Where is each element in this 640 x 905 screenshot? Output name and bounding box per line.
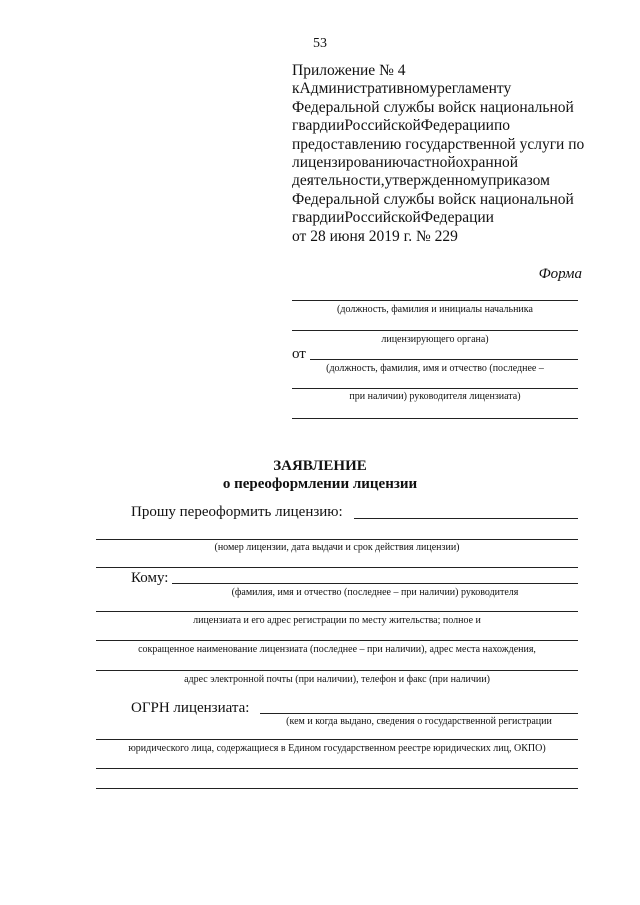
to-line-1[interactable]	[172, 583, 578, 584]
ogrn-label: ОГРН лицензиата:	[131, 700, 250, 716]
annex-word: Федерации	[420, 117, 494, 135]
ogrn-line-2[interactable]	[96, 739, 578, 740]
addressee-caption-1: (должность, фамилия и инициалы начальника	[337, 304, 533, 315]
annex-word: охранной	[455, 153, 519, 171]
annex-line	[292, 117, 582, 135]
document-title: ЗАЯВЛЕНИЕ	[273, 458, 367, 474]
to-line-4[interactable]	[96, 670, 578, 671]
annex-line	[292, 62, 582, 80]
annex-word: частной	[403, 153, 456, 171]
request-label: Прошу переоформить лицензию:	[131, 504, 343, 520]
annex-word: Российской	[344, 117, 421, 135]
to-label: Кому:	[131, 570, 169, 586]
from-line[interactable]	[310, 359, 578, 360]
addressee-caption-2: лицензирующего органа)	[381, 334, 489, 345]
ogrn-line-1[interactable]	[260, 713, 578, 714]
to-caption-2: лицензиата и его адрес регистрации по месту жительства; полное и	[193, 615, 481, 626]
annex-word: Федеральной службы войск национальной	[292, 98, 574, 116]
annex-word: деятельности,	[292, 172, 385, 190]
addressee-line-3[interactable]	[292, 388, 578, 389]
annex-line	[292, 228, 582, 246]
annex-word: Административному	[299, 80, 438, 98]
ogrn-line-4[interactable]	[96, 788, 578, 789]
annex-word: по	[493, 117, 511, 135]
annex-word: от 28 июня 2019 г. № 229	[292, 227, 458, 245]
annex-line	[292, 99, 582, 117]
license-line-3[interactable]	[96, 567, 578, 568]
annex-word: гвардии	[292, 209, 345, 227]
license-caption: (номер лицензии, дата выдачи и срок действия лицензии)	[214, 542, 460, 553]
annex-word: Российской	[344, 209, 421, 227]
to-caption-1: (фамилия, имя и отчество (последнее – при наличии) руководителя	[231, 587, 519, 598]
annex-word: Приложение № 4	[292, 62, 406, 79]
annex-line	[292, 135, 585, 154]
page-number: 53	[313, 36, 327, 51]
form-label: Форма	[538, 266, 582, 282]
annex-word: Федерации	[420, 209, 494, 227]
annex-word: к	[292, 80, 300, 98]
ogrn-caption-1: (кем и когда выдано, сведения о государственной регистрации	[286, 716, 552, 727]
ogrn-line-3[interactable]	[96, 768, 578, 769]
annex-line	[292, 154, 582, 172]
annex-line	[292, 209, 582, 227]
annex-word: предоставлению государственной услуги по	[292, 135, 585, 153]
to-line-2[interactable]	[96, 611, 578, 612]
annex-word: Федеральной службы войск национальной	[292, 190, 574, 208]
annex-word: утвержденному	[384, 172, 489, 190]
document-subtitle: о переоформлении лицензии	[222, 476, 418, 492]
annex-line	[292, 172, 582, 190]
from-label: от	[292, 346, 306, 362]
annex-word: гвардии	[292, 117, 345, 135]
annex-line	[292, 80, 582, 98]
ogrn-caption-2: юридического лица, содержащиеся в Едином государственном реестре юридических лиц, ОКПО)	[128, 743, 546, 754]
to-line-3[interactable]	[96, 640, 578, 641]
license-line-2[interactable]	[96, 539, 578, 540]
license-line-1[interactable]	[354, 518, 578, 519]
annex-line	[292, 191, 582, 209]
addressee-caption-3: (должность, фамилия, имя и отчество (последнее –	[326, 363, 544, 374]
addressee-line-1[interactable]	[292, 300, 578, 301]
addressee-line-4[interactable]	[292, 418, 578, 419]
annex-word: регламенту	[437, 80, 512, 98]
to-caption-3: сокращенное наименование лицензиата (последнее – при наличии), адрес места нахождения,	[138, 644, 536, 655]
annex-word: лицензированию	[292, 153, 403, 171]
to-caption-4: адрес электронной почты (при наличии), телефон и факс (при наличии)	[184, 674, 490, 685]
addressee-line-2[interactable]	[292, 330, 578, 331]
annex-word: приказом	[488, 172, 550, 190]
addressee-caption-4: при наличии) руководителя лицензиата)	[349, 391, 521, 402]
annex-header	[292, 62, 585, 246]
